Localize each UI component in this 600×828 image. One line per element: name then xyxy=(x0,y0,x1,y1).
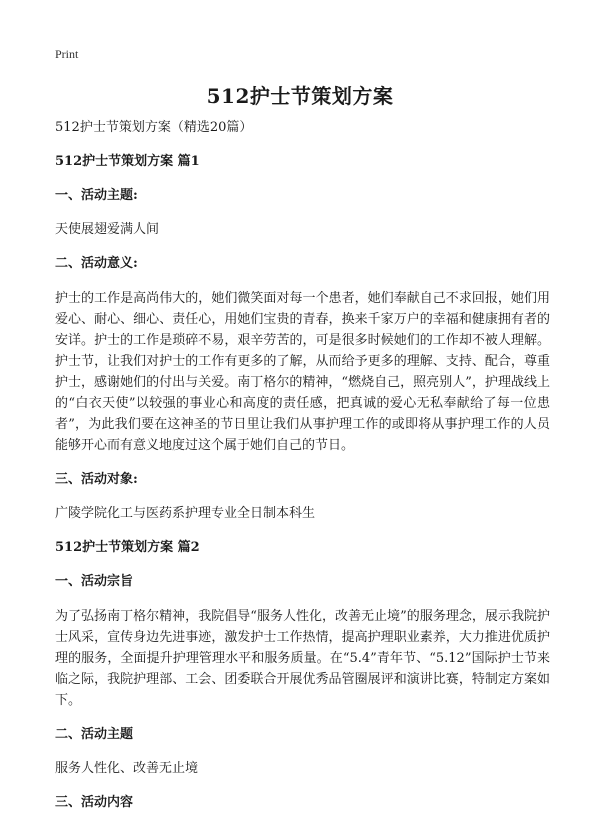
document-title: 512护士节策划方案 xyxy=(206,84,394,108)
document-subtitle: 512护士节策划方案（精选20篇） xyxy=(55,120,253,135)
section-title-part2: 512护士节策划方案 篇2 xyxy=(55,540,200,555)
document-body xyxy=(55,118,550,827)
significance-paragraph: 护士的工作是高尚伟大的，她们微笑面对每一个患者，她们奉献自己不求回报，她们用爱心、耐心、细心、责任心，用她们宝贵的青春，换来千家万户的幸福和健康拥有者的安详。护士的工作是琐碎不易，艰辛劳苦的，可是很多时候她们的工作却不被人理解。护士节，让我们对护士的工作有更多的了解，从而给予更多的理解、支持、配合，尊重护士，感谢她们的付出与关爱。南丁格尔的精神，“燃烧自己，照亮别人”，护理战线上的“白衣天使”以较强的事业心和高度的责任感，把真诚的爱心无私奉献给了每一位患者”，为此我们要在这神圣的节日里让我们从事护理工作的或即将从事护理工作的人员能够开心而有意义地度过这个属于她们自己的节日。 xyxy=(55,291,550,453)
audience-text: 广陵学院化工与医药系护理专业全日制本科生 xyxy=(55,506,316,521)
theme-text: 天使展翅爱满人间 xyxy=(55,222,160,237)
heading-significance: 二、活动意义: xyxy=(55,256,138,271)
heading-theme-2: 二、活动主题 xyxy=(55,727,134,742)
section-title-part1: 512护士节策划方案 篇1 xyxy=(55,154,200,169)
heading-content: 三、活动内容 xyxy=(55,795,134,810)
heading-theme: 一、活动主题: xyxy=(55,188,138,203)
purpose-paragraph: 为了弘扬南丁格尔精神，我院倡导“服务人性化，改善无止境”的服务理念，展示我院护士风采，宣传身边先进事迹，激发护士工作热情，提高护理职业素养，大力推进优质护理的服务，全面提升护理管理水平和服务质量。在“5.4”青年节、“5.12”国际护士节来临之际，我院护理部、工会、团委联合开展优秀品管圈展评和演讲比赛，特制定方案如下。 xyxy=(55,609,550,708)
heading-purpose: 一、活动宗旨 xyxy=(55,574,134,589)
theme-text-2: 服务人性化、改善无止境 xyxy=(55,761,199,776)
print-label[interactable]: Print xyxy=(55,47,79,61)
heading-audience: 三、活动对象: xyxy=(55,472,138,487)
